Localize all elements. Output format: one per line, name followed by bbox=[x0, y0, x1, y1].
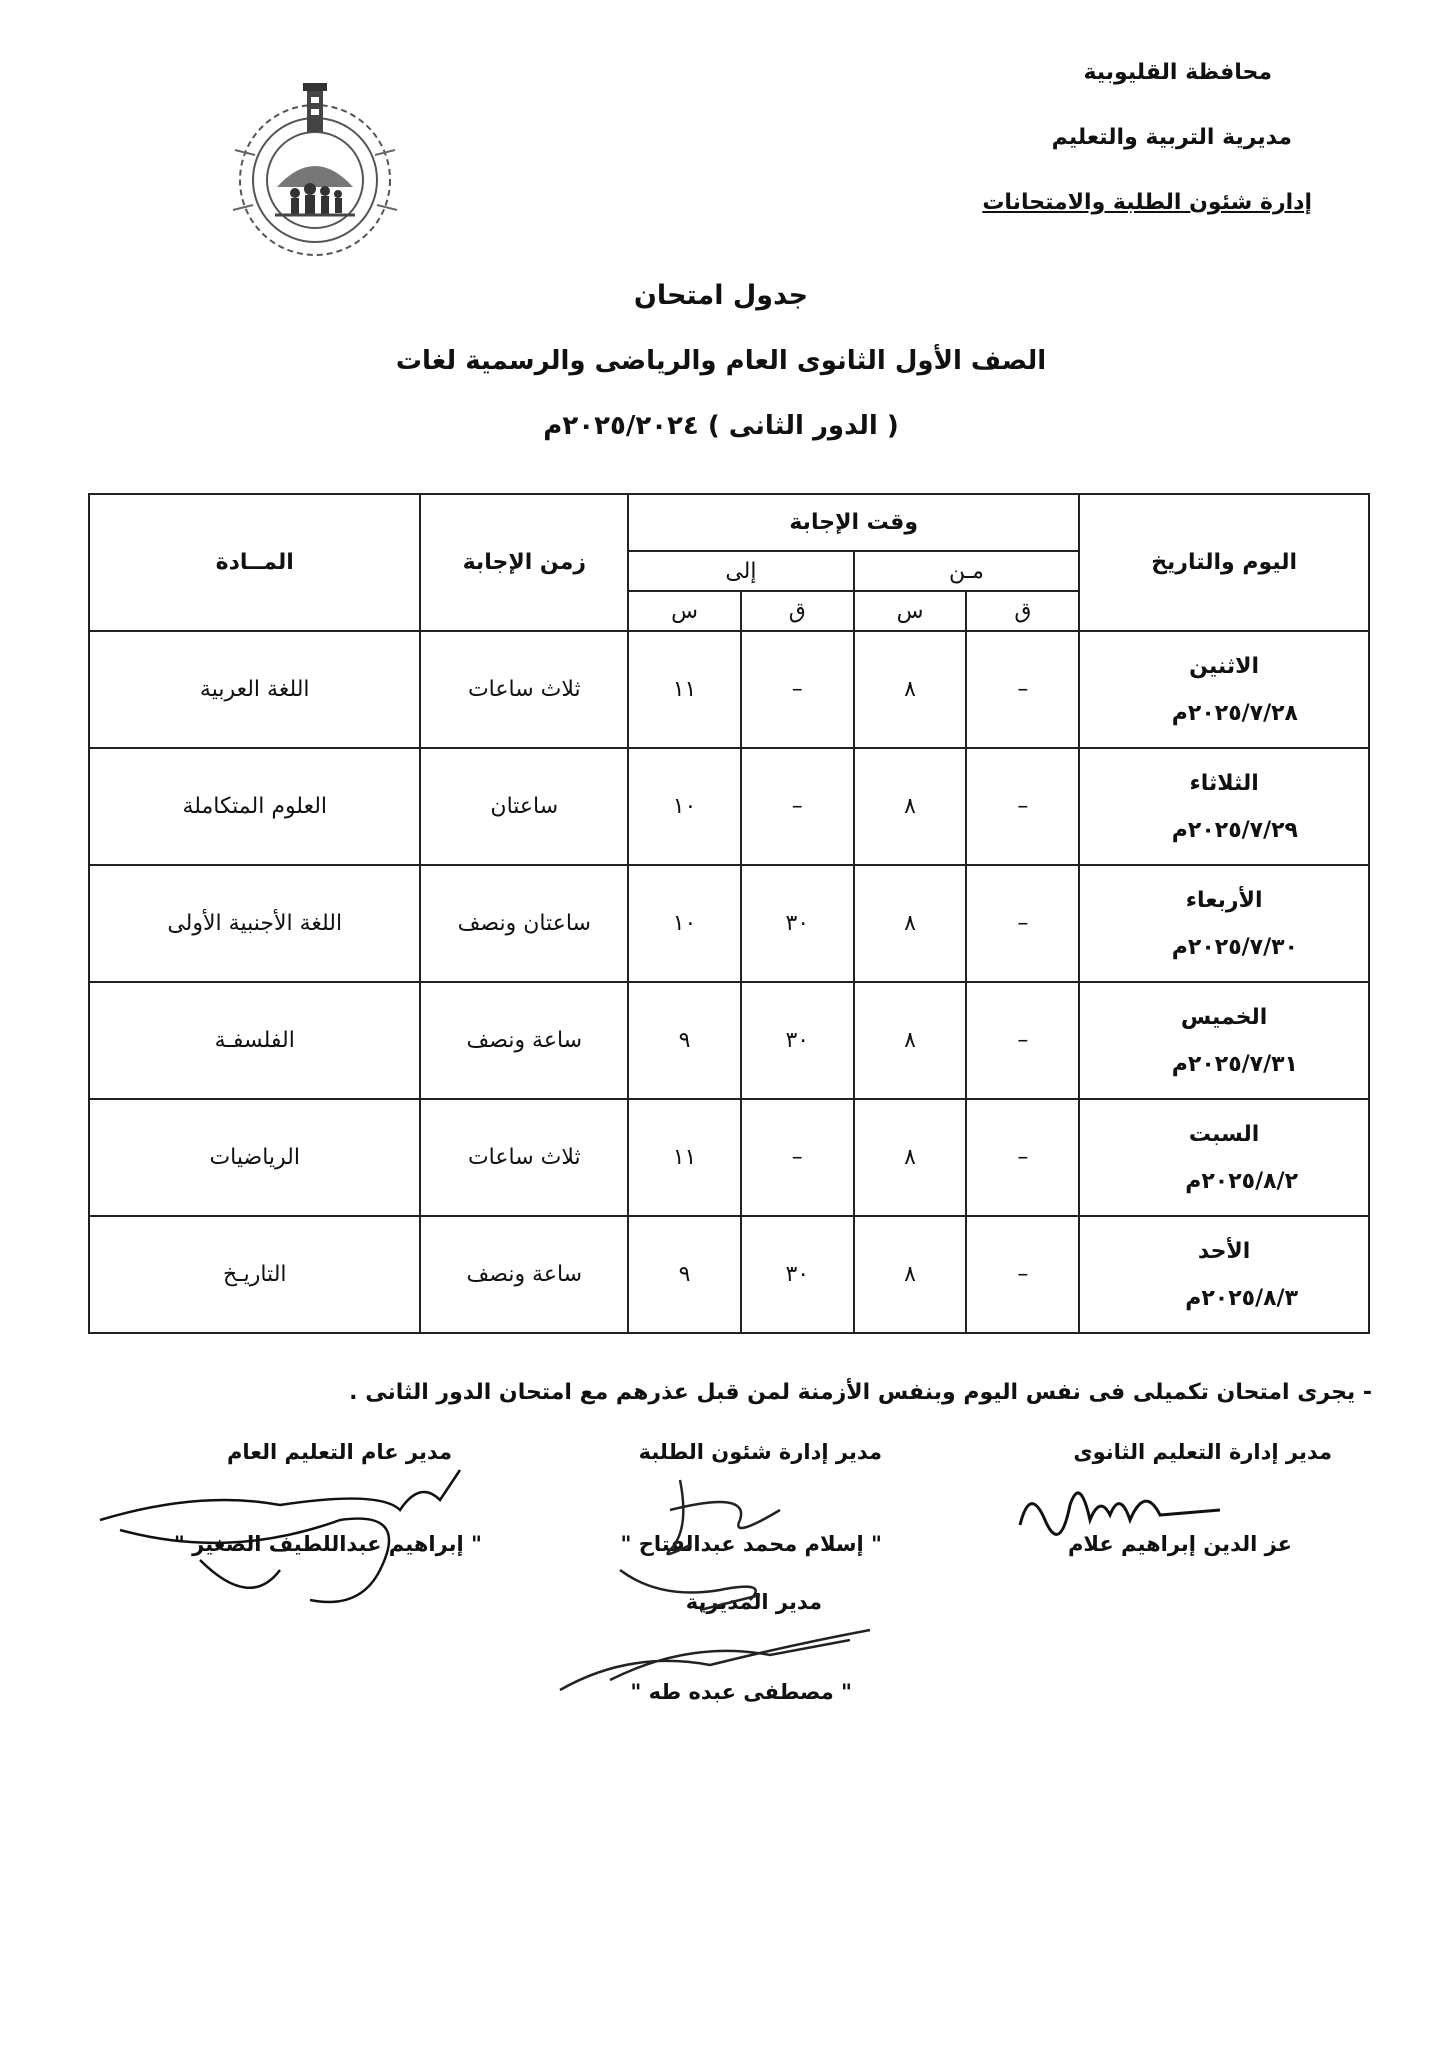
table-row bbox=[89, 865, 1369, 982]
secondary-director-title: مدير إدارة التعليم الثانوى bbox=[1073, 1440, 1332, 1464]
date-label: ٢٠٢٥/٧/٣٠م bbox=[1171, 934, 1298, 960]
from-minute: – bbox=[966, 748, 1079, 865]
table-row bbox=[89, 748, 1369, 865]
directorate-manager-name: " مصطفى عبده طه " bbox=[630, 1680, 852, 1704]
date-label: ٢٠٢٥/٨/٢م bbox=[1185, 1168, 1298, 1194]
to-hour: ٩ bbox=[628, 1216, 741, 1333]
from-hour: ٨ bbox=[854, 982, 967, 1099]
to-hour: ٩ bbox=[628, 982, 741, 1099]
day-date-cell bbox=[1079, 631, 1369, 748]
grade-title: الصف الأول الثانوى العام والرياضى والرسمية لغات bbox=[395, 346, 1047, 376]
directorate-seal-icon bbox=[215, 75, 415, 260]
day-label: الخميس bbox=[1180, 1004, 1268, 1030]
general-director-title: مدير عام التعليم العام bbox=[227, 1440, 452, 1464]
schedule-title: جدول امتحان bbox=[633, 280, 809, 311]
directorate-manager-signature-icon bbox=[550, 1610, 890, 1700]
governorate-label: محافظة القليوبية bbox=[1083, 60, 1272, 85]
day-label: الاثنين bbox=[1189, 653, 1260, 679]
from-hour: ٨ bbox=[854, 1216, 967, 1333]
day-date-cell bbox=[1079, 748, 1369, 865]
from-hour: ٨ bbox=[854, 631, 967, 748]
affairs-director-signature-icon bbox=[600, 1450, 880, 1620]
from-minute: – bbox=[966, 1099, 1079, 1216]
day-date-cell bbox=[1079, 1099, 1369, 1216]
to-hour: ١٠ bbox=[628, 748, 741, 865]
from-hour: ٨ bbox=[854, 1099, 967, 1216]
from-minute: – bbox=[966, 631, 1079, 748]
table-row bbox=[89, 631, 1369, 748]
subject-cell: الفلسفـة bbox=[89, 982, 420, 1099]
day-date-cell bbox=[1079, 865, 1369, 982]
subject-cell: اللغة العربية bbox=[89, 631, 420, 748]
day-label: السبت bbox=[1188, 1121, 1260, 1147]
subject-cell: الرياضيات bbox=[89, 1099, 420, 1216]
directorate-label: مديرية التربية والتعليم bbox=[1051, 125, 1292, 150]
session-title: ( الدور الثانى ) ٢٠٢٥/٢٠٢٤م bbox=[543, 411, 899, 441]
to-minute: – bbox=[741, 1099, 854, 1216]
day-label: الأحد bbox=[1197, 1238, 1251, 1264]
secondary-director-name: عز الدين إبراهيم علام bbox=[1068, 1532, 1292, 1556]
header-answer-time: وقت الإجابة bbox=[628, 494, 1079, 551]
to-minute: ٣٠ bbox=[741, 1216, 854, 1333]
general-director-signature-icon bbox=[80, 1450, 500, 1620]
exam-schedule-table bbox=[88, 493, 1370, 1334]
table-row bbox=[89, 1099, 1369, 1216]
to-hour: ١٠ bbox=[628, 865, 741, 982]
to-hour: ١١ bbox=[628, 631, 741, 748]
date-label: ٢٠٢٥/٧/٢٨م bbox=[1171, 700, 1298, 726]
from-hour: ٨ bbox=[854, 865, 967, 982]
day-label: الأربعاء bbox=[1185, 887, 1263, 913]
supplementary-exam-note: - يجرى امتحان تكميلى فى نفس اليوم وبنفس الأزمنة لمن قبل عذرهم مع امتحان الدور الثانى . bbox=[349, 1380, 1372, 1405]
affairs-director-name: " إسلام محمد عبدالفتاح " bbox=[620, 1532, 882, 1556]
table-row bbox=[89, 982, 1369, 1099]
header-day-date: اليوم والتاريخ bbox=[1079, 494, 1369, 631]
to-minute: – bbox=[741, 631, 854, 748]
header-subject: المــادة bbox=[89, 494, 420, 631]
header-duration: زمن الإجابة bbox=[420, 494, 628, 631]
header-to-hour: س bbox=[628, 591, 741, 631]
to-hour: ١١ bbox=[628, 1099, 741, 1216]
day-date-cell bbox=[1079, 1216, 1369, 1333]
secondary-director-signature-icon bbox=[1010, 1465, 1240, 1555]
date-label: ٢٠٢٥/٧/٢٩م bbox=[1171, 817, 1298, 843]
header-from-minute: ق bbox=[966, 591, 1079, 631]
department-label: إدارة شئون الطلبة والامتحانات bbox=[982, 190, 1312, 215]
day-date-cell bbox=[1079, 982, 1369, 1099]
general-director-name: " إبراهيم عبداللطيف الصغير " bbox=[173, 1532, 482, 1556]
affairs-director-title: مدير إدارة شئون الطلبة bbox=[638, 1440, 882, 1464]
day-label: الثلاثاء bbox=[1189, 770, 1259, 796]
duration-cell: ثلاث ساعات bbox=[420, 631, 628, 748]
date-label: ٢٠٢٥/٧/٣١م bbox=[1171, 1051, 1298, 1077]
from-minute: – bbox=[966, 1216, 1079, 1333]
to-minute: ٣٠ bbox=[741, 865, 854, 982]
table-row bbox=[89, 1216, 1369, 1333]
date-label: ٢٠٢٥/٨/٣م bbox=[1185, 1285, 1298, 1311]
duration-cell: ساعة ونصف bbox=[420, 982, 628, 1099]
from-minute: – bbox=[966, 982, 1079, 1099]
to-minute: – bbox=[741, 748, 854, 865]
subject-cell: اللغة الأجنبية الأولى bbox=[89, 865, 420, 982]
from-hour: ٨ bbox=[854, 748, 967, 865]
header-to-minute: ق bbox=[741, 591, 854, 631]
duration-cell: ساعة ونصف bbox=[420, 1216, 628, 1333]
directorate-manager-title: مدير المديرية bbox=[685, 1590, 822, 1614]
subject-cell: التاريـخ bbox=[89, 1216, 420, 1333]
header-from-hour: س bbox=[854, 591, 967, 631]
document-header bbox=[982, 60, 1312, 255]
header-from: مـن bbox=[854, 551, 1080, 591]
title-block bbox=[0, 280, 1442, 476]
header-to: إلى bbox=[628, 551, 854, 591]
from-minute: – bbox=[966, 865, 1079, 982]
subject-cell: العلوم المتكاملة bbox=[89, 748, 420, 865]
duration-cell: ساعتان ونصف bbox=[420, 865, 628, 982]
duration-cell: ثلاث ساعات bbox=[420, 1099, 628, 1216]
duration-cell: ساعتان bbox=[420, 748, 628, 865]
to-minute: ٣٠ bbox=[741, 982, 854, 1099]
